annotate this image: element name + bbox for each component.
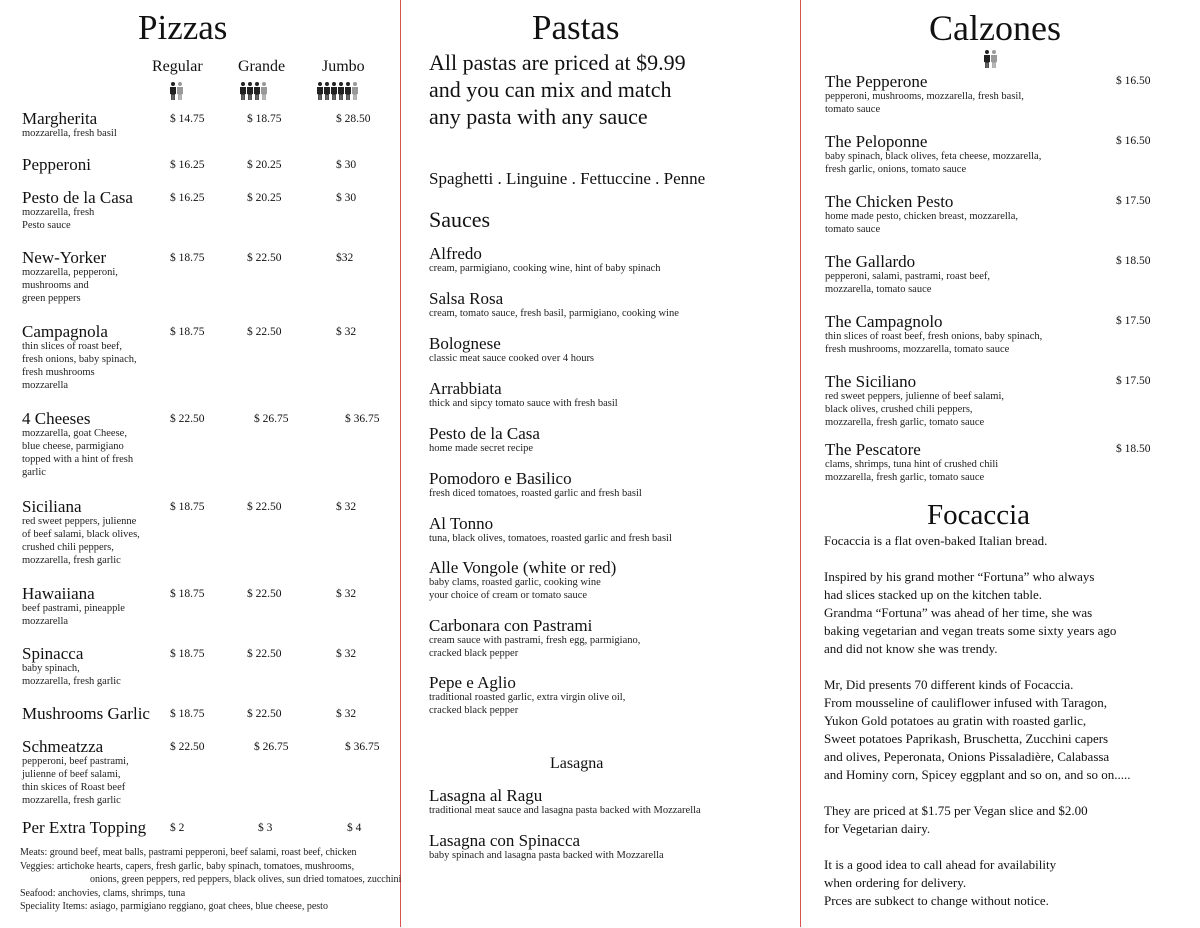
calzone-name: The Siciliano xyxy=(825,372,917,391)
pizza-price: $ 20.25 xyxy=(247,159,282,171)
sauce-name: Pesto de la Casa xyxy=(429,424,540,443)
sauce-description: cracked black pepper xyxy=(429,705,519,716)
pasta-types: Spaghetti . Linguine . Fettuccine . Penne xyxy=(429,169,706,188)
pizza-description: mozzarella, fresh garlic xyxy=(22,795,121,806)
sauce-description: traditional roasted garlic, extra virgin olive oil, xyxy=(429,692,626,703)
person-icon xyxy=(331,82,337,100)
pizzas-title: Pizzas xyxy=(138,8,228,47)
sauce-name: Carbonara con Pastrami xyxy=(429,616,593,635)
person-icon xyxy=(352,82,358,100)
pizzas-column xyxy=(0,0,400,927)
pizza-description: red sweet peppers, julienne xyxy=(22,516,137,527)
calzone-name: The Pepperone xyxy=(825,72,928,91)
sauce-name: Alfredo xyxy=(429,244,482,263)
people-icon xyxy=(170,82,184,104)
pizza-price: $ 22.50 xyxy=(247,326,282,338)
topping-line: Seafood: anchovies, clams, shrimps, tuna xyxy=(20,887,186,899)
focaccia-paragraph xyxy=(824,856,1131,910)
size-label: Grande xyxy=(238,58,286,75)
focaccia-paragraph xyxy=(824,802,1131,838)
pastas-title: Pastas xyxy=(532,8,620,47)
focaccia-line: Yukon Gold potatoes au gratin with roasted garlic, xyxy=(824,713,1087,728)
focaccia-paragraph xyxy=(824,568,1131,658)
calzone-name: The Gallardo xyxy=(825,252,916,271)
pizza-description: Pesto sauce xyxy=(22,220,71,231)
focaccia-line: Focaccia is a flat oven-baked Italian bread. xyxy=(824,533,1048,548)
calzone-name: The Pescatore xyxy=(825,440,921,459)
pizza-price: $ 32 xyxy=(336,588,357,600)
pizza-description: mozzarella, fresh garlic xyxy=(22,676,121,687)
pastas-column xyxy=(401,0,800,927)
pizza-price: $ 3 xyxy=(258,822,273,834)
pizza-price: $ 32 xyxy=(336,326,357,338)
pizza-price: $ 18.75 xyxy=(170,588,205,600)
calzone-price: $ 17.50 xyxy=(1116,195,1151,207)
pizza-name: Margherita xyxy=(22,109,98,128)
pizza-price: $ 28.50 xyxy=(336,113,371,125)
focaccia-line: and Hominy corn, Spicey eggplant and so on, and so on..... xyxy=(824,767,1131,782)
topping-line: Veggies: artichoke hearts, capers, fresh garlic, baby spinach, tomatoes, mushrooms, xyxy=(20,860,355,872)
person-icon xyxy=(261,82,267,100)
pizza-description: green peppers xyxy=(22,293,81,304)
pizza-description: julienne of beef salami, xyxy=(22,769,121,780)
calzone-description: thin slices of roast beef, fresh onions, baby spinach, xyxy=(825,331,1043,342)
calzone-description: mozzarella, fresh garlic, tomato sauce xyxy=(825,472,985,483)
pizza-price: $ 26.75 xyxy=(254,741,289,753)
calzone-price: $ 16.50 xyxy=(1116,75,1151,87)
calzone-description: black olives, crushed chili peppers, xyxy=(825,404,973,415)
calzone-price: $ 16.50 xyxy=(1116,135,1151,147)
people-icon xyxy=(984,53,998,72)
calzone-price: $ 17.50 xyxy=(1116,315,1151,327)
sauce-description: cream, parmigiano, cooking wine, hint of baby spinach xyxy=(429,263,661,274)
pasta-price-intro xyxy=(429,49,686,130)
person-icon xyxy=(345,82,351,100)
pizza-description: beef pastrami, pineapple xyxy=(22,603,125,614)
calzone-name: The Chicken Pesto xyxy=(825,192,954,211)
pizza-price: $ 22.50 xyxy=(170,413,205,425)
calzone-description: home made pesto, chicken breast, mozzarella, xyxy=(825,211,1018,222)
pizza-price: $ 30 xyxy=(336,192,357,204)
pizza-name: Per Extra Topping xyxy=(22,818,147,837)
pizza-description: mozzarella, fresh xyxy=(22,207,95,218)
person-icon xyxy=(984,50,990,68)
pizza-description: garlic xyxy=(22,467,46,478)
topping-line: onions, green peppers, red peppers, black olives, sun dried tomatoes, zucchini xyxy=(90,874,402,885)
pizza-price: $ 36.75 xyxy=(345,413,380,425)
pizza-description: mozzarella, fresh basil xyxy=(22,128,117,139)
pizza-description: thin slices of roast beef, xyxy=(22,341,123,352)
topping-line: Speciality Items: asiago, parmigiano reggiano, goat chees, blue cheese, pesto xyxy=(20,901,328,912)
pizza-price: $ 32 xyxy=(336,648,357,660)
calzones-title: Calzones xyxy=(929,8,1061,48)
lasagna-description: traditional meat sauce and lasagna pasta backed with Mozzarella xyxy=(429,805,701,816)
pizza-name: New-Yorker xyxy=(22,248,107,267)
pasta-intro-line: All pastas are priced at $9.99 xyxy=(429,50,686,75)
pizza-price: $ 18.75 xyxy=(170,501,205,513)
calzone-description: clams, shrimps, tuna hint of crushed chili xyxy=(825,459,999,470)
focaccia-line: Sweet potatoes Paprikash, Bruschetta, Zucchini capers xyxy=(824,731,1109,746)
person-icon xyxy=(254,82,260,100)
pizza-description: mushrooms and xyxy=(22,280,89,291)
person-icon xyxy=(991,50,997,68)
focaccia-line: Grandma “Fortuna” was ahead of her time, she was xyxy=(824,605,1093,620)
sauce-name: Alle Vongole (white or red) xyxy=(429,558,617,577)
focaccia-line: baking vegetarian and vegan treats some sixty years ago xyxy=(824,623,1117,638)
pizza-description: fresh onions, baby spinach, xyxy=(22,354,137,365)
lasagna-name: Lasagna con Spinacca xyxy=(429,831,581,850)
pizza-price: $ 18.75 xyxy=(170,252,205,264)
calzone-price: $ 18.50 xyxy=(1116,443,1151,455)
sauce-description: classic meat sauce cooked over 4 hours xyxy=(429,353,595,364)
pasta-intro-line: any pasta with any sauce xyxy=(429,104,648,129)
pizza-price: $ 16.25 xyxy=(170,159,205,171)
pasta-intro-line: and you can mix and match xyxy=(429,77,672,102)
pizza-price: $ 22.50 xyxy=(247,252,282,264)
pizza-price: $ 36.75 xyxy=(345,741,380,753)
pizza-price: $ 14.75 xyxy=(170,113,205,125)
calzone-description: pepperoni, mushrooms, mozzarella, fresh basil, xyxy=(825,91,1024,102)
pizza-description: blue cheese, parmigiano xyxy=(22,441,124,452)
focaccia-line: had slices stacked up on the kitchen table. xyxy=(824,587,1043,602)
pizza-description: topped with a hint of fresh xyxy=(22,454,134,465)
calzone-description: red sweet peppers, julienne of beef salami, xyxy=(825,391,1005,402)
pizza-name: Hawaiiana xyxy=(22,584,95,603)
focaccia-line: Prces are subkect to change without notice. xyxy=(824,893,1049,908)
lasagna-name: Lasagna al Ragu xyxy=(429,786,543,805)
size-label: Regular xyxy=(152,58,203,75)
pizza-name: 4 Cheeses xyxy=(22,409,91,428)
pizza-description: mozzarella xyxy=(22,380,69,391)
pizza-name: Pesto de la Casa xyxy=(22,188,133,207)
pizza-name: Campagnola xyxy=(22,322,108,341)
pizza-name: Spinacca xyxy=(22,644,84,663)
pizza-name: Mushrooms Garlic xyxy=(22,704,150,723)
pizza-price: $ 2 xyxy=(170,822,185,834)
pizza-description: mozzarella, pepperoni, xyxy=(22,267,118,278)
pizza-price: $ 32 xyxy=(336,708,357,720)
pizza-price: $ 18.75 xyxy=(170,708,205,720)
lasagna-heading: Lasagna xyxy=(550,755,604,772)
sauce-description: thick and sipcy tomato sauce with fresh basil xyxy=(429,398,618,409)
sauce-description: baby clams, roasted garlic, cooking wine xyxy=(429,577,601,588)
topping-line: Meats: ground beef, meat balls, pastrami pepperoni, beef salami, roast beef, chicken xyxy=(20,847,357,858)
people-icon xyxy=(317,82,359,104)
focaccia-line: Mr, Did presents 70 different kinds of Focaccia. xyxy=(824,677,1074,692)
lasagna-description: baby spinach and lasagna pasta backed with Mozzarella xyxy=(429,850,664,861)
focaccia-paragraph xyxy=(824,676,1131,784)
person-icon xyxy=(338,82,344,100)
person-icon xyxy=(247,82,253,100)
calzone-name: The Peloponne xyxy=(825,132,928,151)
people-icon xyxy=(240,82,268,104)
pizza-price: $ 22.50 xyxy=(247,588,282,600)
sauce-description: cracked black pepper xyxy=(429,648,519,659)
sauce-name: Arrabbiata xyxy=(429,379,502,398)
person-icon xyxy=(317,82,323,100)
pizza-price: $ 22.50 xyxy=(247,501,282,513)
pizza-price: $ 18.75 xyxy=(170,326,205,338)
pizza-description: thin skices of Roast beef xyxy=(22,782,126,793)
sauces-heading: Sauces xyxy=(429,207,491,232)
calzone-name: The Campagnolo xyxy=(825,312,943,331)
pizza-price: $ 30 xyxy=(336,159,357,171)
pizza-name: Pepperoni xyxy=(22,155,91,174)
pizza-description: mozzarella, fresh garlic xyxy=(22,555,121,566)
pizza-price: $ 22.50 xyxy=(247,708,282,720)
sauce-name: Bolognese xyxy=(429,334,501,353)
pizza-name: Siciliana xyxy=(22,497,82,516)
calzone-description: fresh mushrooms, mozzarella, tomato sauce xyxy=(825,344,1010,355)
person-icon xyxy=(170,82,176,100)
pizza-description: mozzarella xyxy=(22,616,69,627)
pizza-price: $ 16.25 xyxy=(170,192,205,204)
calzone-price: $ 17.50 xyxy=(1116,375,1151,387)
pizza-description: mozzarella, goat Cheese, xyxy=(22,428,127,439)
sauce-name: Salsa Rosa xyxy=(429,289,504,308)
sauce-name: Pepe e Aglio xyxy=(429,673,516,692)
sauce-description: cream, tomato sauce, fresh basil, parmigiano, cooking wine xyxy=(429,308,679,319)
size-label: Jumbo xyxy=(322,58,365,75)
pizza-price: $32 xyxy=(336,252,354,264)
pizza-price: $ 18.75 xyxy=(170,648,205,660)
focaccia-line: and did not know she was trendy. xyxy=(824,641,998,656)
calzone-description: fresh garlic, onions, tomato sauce xyxy=(825,164,967,175)
focaccia-description xyxy=(824,532,1131,928)
focaccia-line: Inspired by his grand mother “Fortuna” who always xyxy=(824,569,1095,584)
calzone-price: $ 18.50 xyxy=(1116,255,1151,267)
pizza-price: $ 26.75 xyxy=(254,413,289,425)
focaccia-line: They are priced at $1.75 per Vegan slice and $2.00 xyxy=(824,803,1088,818)
pizza-description: fresh mushrooms xyxy=(22,367,95,378)
pizza-description: baby spinach, xyxy=(22,663,80,674)
person-icon xyxy=(240,82,246,100)
person-icon xyxy=(177,82,183,100)
calzone-description: mozzarella, fresh garlic, tomato sauce xyxy=(825,417,985,428)
focaccia-line: From mousseline of cauliflower infused with Taragon, xyxy=(824,695,1107,710)
person-icon xyxy=(324,82,330,100)
calzone-description: pepperoni, salami, pastrami, roast beef, xyxy=(825,271,991,282)
focaccia-line: for Vegetarian dairy. xyxy=(824,821,931,836)
pizza-price: $ 22.50 xyxy=(247,648,282,660)
calzone-description: tomato sauce xyxy=(825,104,881,115)
focaccia-line: and olives, Peperonata, Onions Pissaladière, Calabassa xyxy=(824,749,1110,764)
calzone-description: tomato sauce xyxy=(825,224,881,235)
sauce-description: your choice of cream or tomato sauce xyxy=(429,590,588,601)
focaccia-line: when ordering for delivery. xyxy=(824,875,967,890)
calzones-column xyxy=(801,0,1200,927)
sauce-name: Al Tonno xyxy=(429,514,494,533)
focaccia-title: Focaccia xyxy=(927,499,1031,531)
calzone-size-people-icon xyxy=(984,50,998,72)
pizza-price: $ 20.25 xyxy=(247,192,282,204)
calzone-description: baby spinach, black olives, feta cheese, mozzarella, xyxy=(825,151,1042,162)
sauce-description: tuna, black olives, tomatoes, roasted garlic and fresh basil xyxy=(429,533,672,544)
sauce-description: home made secret recipe xyxy=(429,443,534,454)
pizza-description: pepperoni, beef pastrami, xyxy=(22,756,129,767)
pizza-description: of beef salami, black olives, xyxy=(22,529,140,540)
toppings-list xyxy=(20,846,401,914)
pizza-name: Schmeatzza xyxy=(22,737,104,756)
focaccia-line: It is a good idea to call ahead for availability xyxy=(824,857,1057,872)
pizza-price: $ 4 xyxy=(347,822,362,834)
sauce-description: cream sauce with pastrami, fresh egg, parmigiano, xyxy=(429,635,641,646)
focaccia-paragraph xyxy=(824,532,1131,550)
sauce-name: Pomodoro e Basilico xyxy=(429,469,572,488)
pizza-price: $ 18.75 xyxy=(247,113,282,125)
sauce-description: fresh diced tomatoes, roasted garlic and fresh basil xyxy=(429,488,642,499)
pizza-price: $ 22.50 xyxy=(170,741,205,753)
pizza-price: $ 32 xyxy=(336,501,357,513)
pizza-description: crushed chili peppers, xyxy=(22,542,114,553)
calzone-description: mozzarella, tomato sauce xyxy=(825,284,932,295)
